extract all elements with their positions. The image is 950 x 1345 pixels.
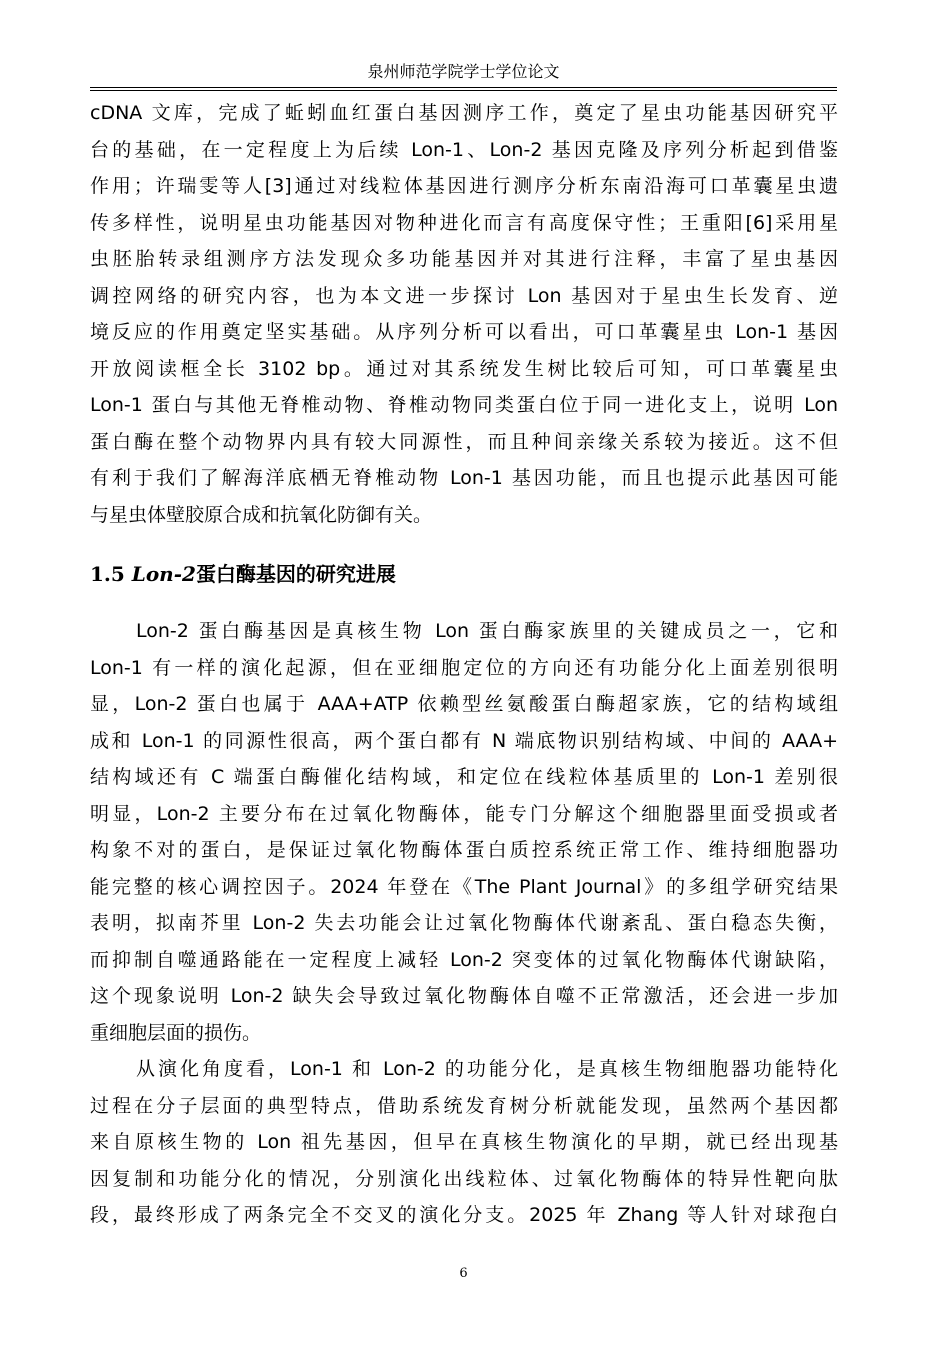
section-gene-name: Lon-2 [131, 562, 196, 586]
text-line: 表明，拟南芥里 Lon-2 失去功能会让过氧化物酶体代谢紊乱、蛋白稳态失衡， [90, 912, 838, 934]
text-line: 成和 Lon-1 的同源性很高，两个蛋白都有 N 端底物识别结构域、中间的 AAA+ [90, 729, 838, 752]
text-line: 这个现象说明 Lon-2 缺失会导致过氧化物酶体自噬不正常激活，还会进一步加 [90, 985, 838, 1007]
paragraph-2-and-3 [90, 613, 838, 1234]
section-heading [90, 556, 396, 592]
header-rule-thin [90, 90, 837, 91]
text-line: Lon-1 有一样的演化起源，但在亚细胞定位的方向还有功能分化上面差别很明 [90, 656, 838, 679]
text-line: 传多样性，说明星虫功能基因对物种进化而言有高度保守性；王重阳[6]采用星 [90, 211, 838, 234]
paragraph-1 [90, 95, 838, 533]
text-line: 因复制和功能分化的情况，分别演化出线粒体、过氧化物酶体的特异性靶向肽 [90, 1167, 838, 1190]
text-line: 台的基础，在一定程度上为后续 Lon-1、Lon-2 基因克隆及序列分析起到借鉴 [90, 138, 838, 161]
text-line: Lon-2 蛋白酶基因是真核生物 Lon 蛋白酶家族里的关键成员之一，它和 [136, 620, 838, 642]
section-number: 1.5 [90, 562, 125, 586]
page-header: 泉州师范学院学士学位论文 [367, 62, 560, 81]
text-line: 作用；许瑞雯等人[3]通过对线粒体基因进行测序分析东南沿海可口革囊星虫遗 [90, 175, 838, 197]
text-line: 构象不对的蛋白，是保证过氧化物酶体蛋白质控系统正常工作、维持细胞器功 [90, 839, 838, 861]
text-line: 显，Lon-2 蛋白也属于 AAA+ATP 依赖型丝氨酸蛋白酶超家族，它的结构域组 [90, 693, 838, 715]
text-line: 段，最终形成了两条完全不交叉的演化分支。2025 年 Zhang 等人针对球孢白 [90, 1204, 838, 1226]
text-line: 调控网络的研究内容，也为本文进一步探讨 Lon 基因对于星虫生长发育、逆 [90, 284, 838, 307]
text-line: 开放阅读框全长 3102 bp。通过对其系统发生树比较后可知，可口革囊星虫 [90, 357, 838, 380]
text-line: 重细胞层面的损伤。 [90, 1021, 262, 1044]
text-line: 虫胚胎转录组测序方法发现众多功能基因并对其进行注释，丰富了星虫基因 [90, 248, 838, 270]
text-line: 而抑制自噬通路能在一定程度上减轻 Lon-2 突变体的过氧化物酶体代谢缺陷， [90, 948, 838, 971]
text-line: 蛋白酶在整个动物界内具有较大同源性，而且种间亲缘关系较为接近。这不但 [90, 430, 838, 453]
text-line: 能完整的核心调控因子。2024 年登在《The Plant Journal》的多组学研究结果 [90, 875, 838, 898]
text-line: 从演化角度看，Lon-1 和 Lon-2 的功能分化，是真核生物细胞器功能特化 [136, 1058, 838, 1080]
text-line: Lon-1 蛋白与其他无脊椎动物、脊椎动物同类蛋白位于同一进化支上，说明 Lon [90, 394, 838, 416]
header-rule-thick [90, 87, 837, 88]
section-title: 蛋白酶基因的研究进展 [195, 562, 396, 586]
text-line: 明显，Lon-2 主要分布在过氧化物酶体，能专门分解这个细胞器里面受损或者 [90, 802, 838, 825]
text-line: 与星虫体壁胶原合成和抗氧化防御有关。 [90, 503, 433, 526]
text-line: 境反应的作用奠定坚实基础。从序列分析可以看出，可口革囊星虫 Lon-1 基因 [90, 321, 838, 343]
text-line: 过程在分子层面的典型特点，借助系统发育树分析就能发现，虽然两个基因都 [90, 1094, 838, 1117]
text-line: 有利于我们了解海洋底栖无脊椎动物 Lon-1 基因功能，而且也提示此基因可能 [90, 467, 838, 489]
text-line: 结构域还有 C 端蛋白酶催化结构域，和定位在线粒体基质里的 Lon-1 差别很 [90, 766, 838, 788]
page-number: 6 [459, 1266, 468, 1281]
text-line: 来自原核生物的 Lon 祖先基因，但早在真核生物演化的早期，就已经出现基 [90, 1131, 838, 1153]
text-line: cDNA 文库，完成了蚯蚓血红蛋白基因测序工作，奠定了星虫功能基因研究平 [90, 102, 838, 124]
